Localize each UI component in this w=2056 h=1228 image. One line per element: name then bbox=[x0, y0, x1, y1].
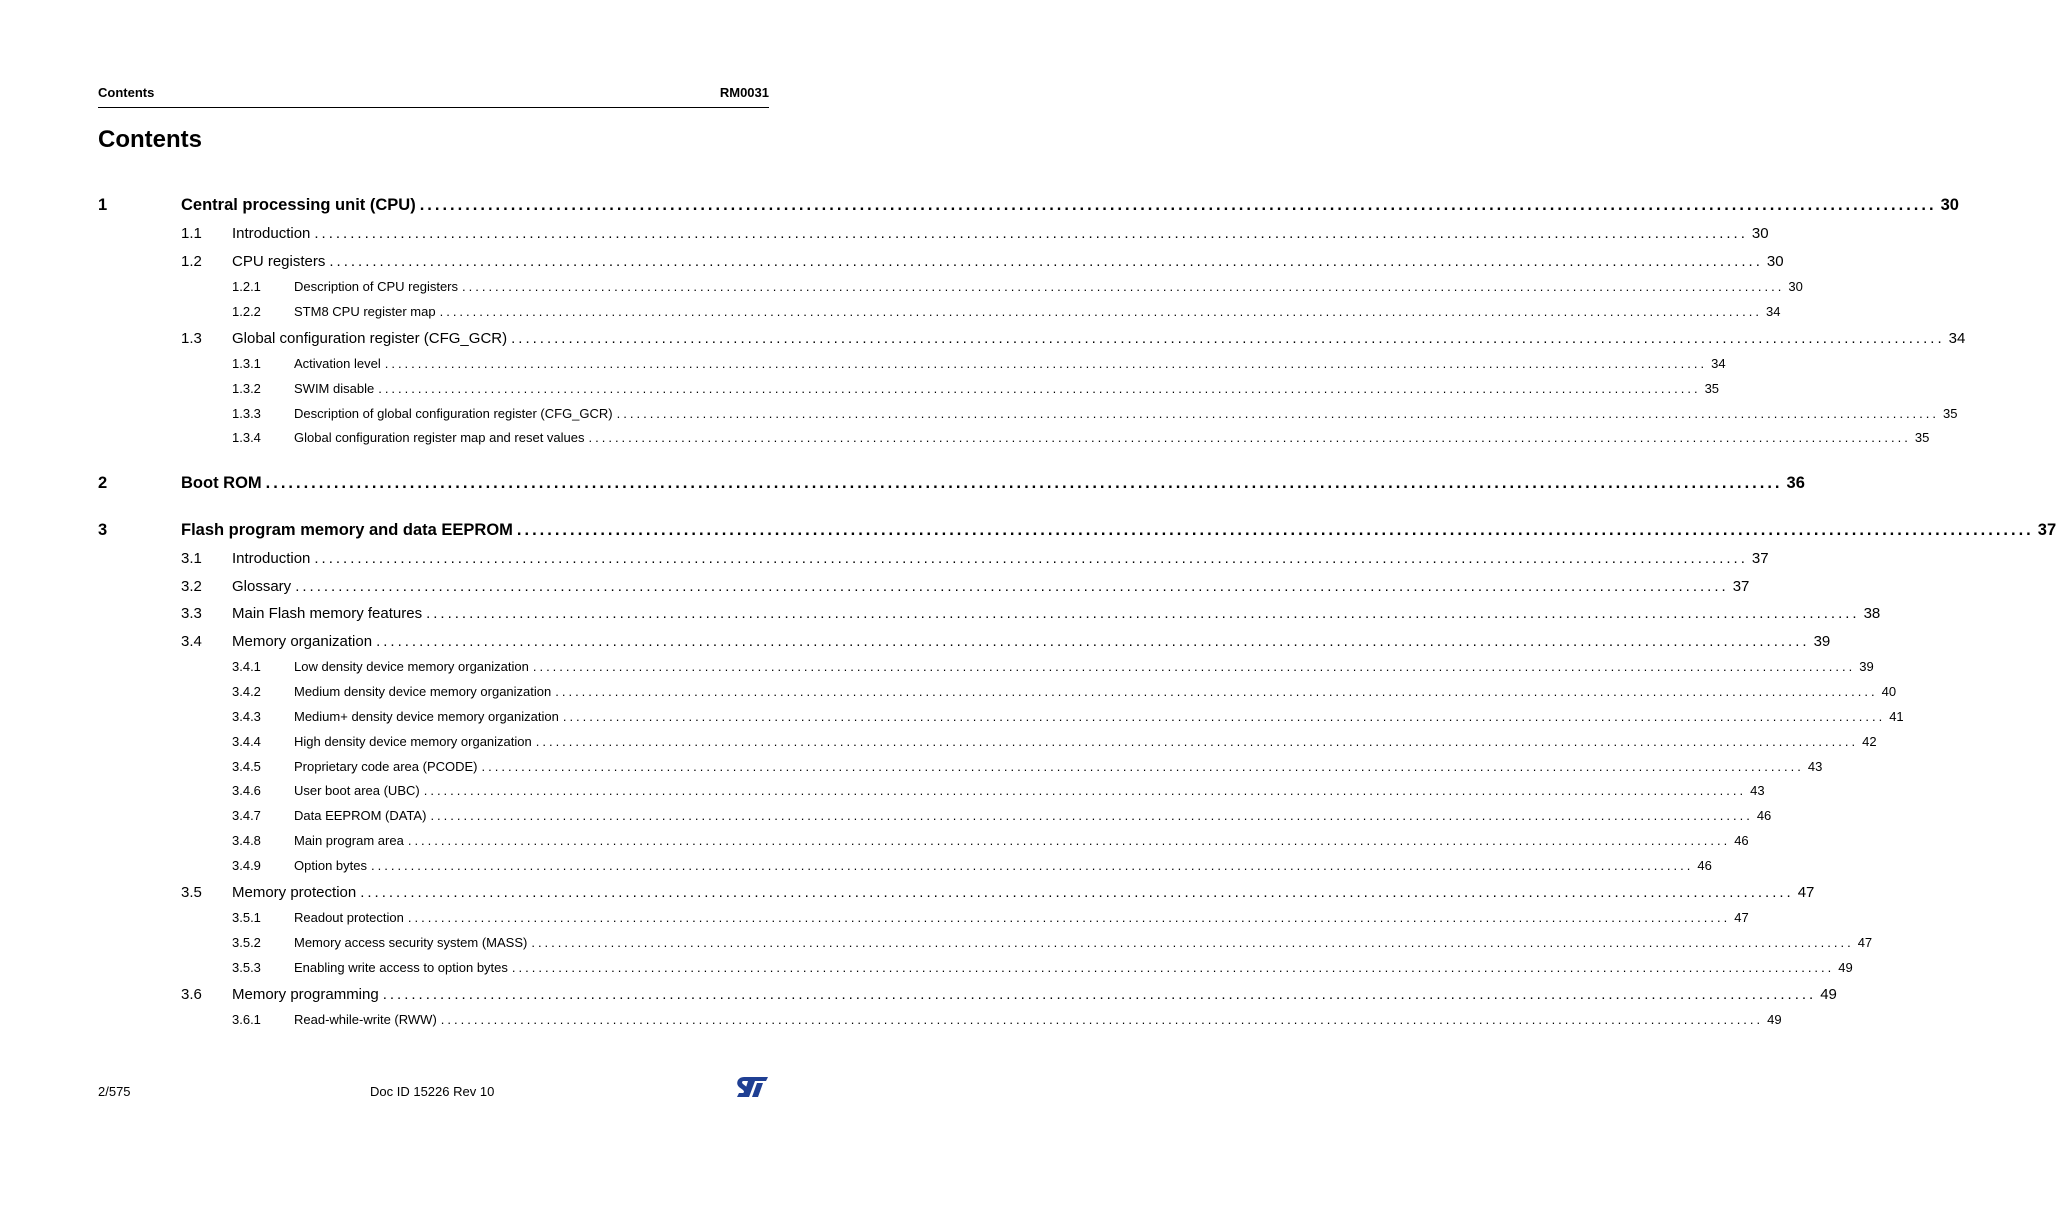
toc-leader-dots: ........................................................................................................................................................................................................ bbox=[562, 709, 1886, 724]
toc-leader-dots: ........................................................................................................................................................................................................ bbox=[532, 659, 1856, 674]
running-header-doc-id: RM0031 bbox=[719, 85, 769, 100]
toc-entry-page: 34 bbox=[1765, 304, 1781, 319]
toc-entry-page: 47 bbox=[1797, 884, 1815, 901]
toc-leader-dots: ........................................................................................................................................................................................................ bbox=[407, 833, 1731, 848]
toc-entry-page: 46 bbox=[1697, 858, 1712, 873]
toc-entry-level-3[interactable] bbox=[98, 659, 1874, 679]
toc-entry-title: Data EEPROM (DATA) bbox=[294, 808, 427, 823]
toc-leader-dots: ........................................................................................................................................................................................................ bbox=[439, 304, 1762, 319]
toc-leader-dots: ........................................................................................................................................................................................................ bbox=[329, 253, 1763, 270]
toc-entry-title: Proprietary code area (PCODE) bbox=[294, 759, 478, 774]
toc-entry-page: 30 bbox=[1788, 279, 1803, 294]
toc-entry-level-3[interactable] bbox=[98, 783, 1765, 803]
toc-entry-level-2[interactable] bbox=[98, 884, 1815, 904]
toc-entry-page: 43 bbox=[1750, 783, 1765, 798]
toc-entry-level-1[interactable] bbox=[98, 196, 1959, 216]
toc-entry-level-3[interactable] bbox=[98, 430, 1930, 450]
toc-entry-title: Central processing unit (CPU) bbox=[181, 196, 416, 214]
toc-entry-level-3[interactable] bbox=[98, 734, 1877, 754]
toc-entry-title: User boot area (UBC) bbox=[294, 783, 420, 798]
toc-leader-dots: ........................................................................................................................................................................................................ bbox=[616, 406, 1940, 421]
toc-entry-level-2[interactable] bbox=[98, 986, 1837, 1006]
toc-entry-level-3[interactable] bbox=[98, 833, 1749, 853]
toc-leader-dots: ........................................................................................................................................................................................................ bbox=[535, 734, 1859, 749]
toc-entry-number: 3.4.8 bbox=[232, 833, 261, 848]
toc-entry-title: Enabling write access to option bytes bbox=[294, 960, 508, 975]
toc-leader-dots: ........................................................................................................................................................................................................ bbox=[430, 808, 1753, 823]
toc-entry-page: 43 bbox=[1807, 759, 1823, 774]
toc-entry-title: Memory access security system (MASS) bbox=[294, 935, 528, 950]
toc-entry-number: 1.3 bbox=[181, 330, 202, 347]
toc-leader-dots: ........................................................................................................................................................................................................ bbox=[531, 935, 1854, 950]
toc-leader-dots: ........................................................................................................................................................................................................ bbox=[376, 633, 1810, 650]
toc-entry-number: 3.4 bbox=[181, 633, 202, 650]
toc-entry-title: Global configuration register map and reset values bbox=[294, 430, 585, 445]
toc-entry-number: 1 bbox=[98, 196, 108, 214]
toc-entry-title: Global configuration register (CFG_GCR) bbox=[232, 330, 508, 347]
toc-entry-number: 3.5 bbox=[181, 884, 202, 901]
toc-entry-number: 3.4.2 bbox=[232, 684, 261, 699]
toc-entry-page: 34 bbox=[1711, 356, 1726, 371]
toc-entry-page: 39 bbox=[1859, 659, 1874, 674]
toc-entry-number: 3.4.5 bbox=[232, 759, 261, 774]
toc-leader-dots: ........................................................................................................................................................................................................ bbox=[384, 356, 1708, 371]
toc-entry-title: Main program area bbox=[294, 833, 404, 848]
toc-entry-level-3[interactable] bbox=[98, 910, 1749, 930]
toc-entry-level-2[interactable] bbox=[98, 633, 1831, 653]
toc-leader-dots: ........................................................................................................................................................................................................ bbox=[511, 960, 1835, 975]
toc-entry-page: 34 bbox=[1948, 330, 1966, 347]
toc-entry-title: High density device memory organization bbox=[294, 734, 532, 749]
page-number: 2/575 bbox=[98, 1084, 131, 1099]
toc-entry-number: 3 bbox=[98, 521, 108, 539]
toc-entry-title: Memory protection bbox=[232, 884, 357, 901]
toc-entry-number: 3.5.3 bbox=[232, 960, 261, 975]
toc-entry-page: 30 bbox=[1940, 196, 1959, 214]
toc-leader-dots: ........................................................................................................................................................................................................ bbox=[378, 381, 1701, 396]
toc-entry-number: 3.4.1 bbox=[232, 659, 261, 674]
toc-entry-number: 2 bbox=[98, 474, 108, 492]
toc-leader-dots: ........................................................................................................................................................................................................ bbox=[516, 521, 2034, 539]
toc-leader-dots: ........................................................................................................................................................................................................ bbox=[419, 196, 1937, 214]
toc-entry-title: Description of CPU registers bbox=[294, 279, 458, 294]
toc-entry-number: 3.5.1 bbox=[232, 910, 261, 925]
toc-entry-page: 37 bbox=[2037, 521, 2056, 539]
toc-leader-dots: ........................................................................................................................................................................................................ bbox=[314, 550, 1748, 567]
toc-entry-page: 38 bbox=[1863, 605, 1881, 622]
toc-entry-page: 49 bbox=[1767, 1012, 1782, 1027]
toc-entry-title: Flash program memory and data EEPROM bbox=[181, 521, 513, 539]
toc-entry-number: 3.4.6 bbox=[232, 783, 261, 798]
toc-entry-number: 3.4.9 bbox=[232, 858, 261, 873]
toc-entry-page: 30 bbox=[1766, 253, 1784, 270]
toc-entry-level-1[interactable] bbox=[98, 521, 2056, 541]
toc-leader-dots: ........................................................................................................................................................................................................ bbox=[295, 578, 1729, 595]
toc-entry-number: 3.5.2 bbox=[232, 935, 261, 950]
toc-entry-level-2[interactable] bbox=[98, 550, 1769, 570]
toc-entry-title: Boot ROM bbox=[181, 474, 262, 492]
toc-entry-number: 1.1 bbox=[181, 225, 202, 242]
toc-entry-title: Glossary bbox=[232, 578, 292, 595]
toc-entry-number: 3.4.3 bbox=[232, 709, 261, 724]
toc-entry-page: 47 bbox=[1857, 935, 1873, 950]
toc-entry-level-3[interactable] bbox=[98, 279, 1803, 299]
toc-entry-level-3[interactable] bbox=[98, 356, 1726, 376]
toc-entry-page: 47 bbox=[1734, 910, 1749, 925]
toc-entry-page: 35 bbox=[1704, 381, 1720, 396]
toc-entry-title: Introduction bbox=[232, 550, 311, 567]
toc-entry-number: 1.3.4 bbox=[232, 430, 261, 445]
header-rule bbox=[98, 107, 769, 108]
toc-entry-title: Memory organization bbox=[232, 633, 373, 650]
toc-leader-dots: ........................................................................................................................................................................................................ bbox=[426, 605, 1860, 622]
st-logo-icon bbox=[735, 1076, 769, 1098]
toc-leader-dots: ........................................................................................................................................................................................................ bbox=[371, 858, 1694, 873]
toc-entry-title: Memory programming bbox=[232, 986, 379, 1003]
toc-entry-title: SWIM disable bbox=[294, 381, 375, 396]
toc-entry-page: 35 bbox=[1914, 430, 1930, 445]
toc-entry-title: Low density device memory organization bbox=[294, 659, 529, 674]
toc-entry-number: 1.2 bbox=[181, 253, 202, 270]
toc-entry-number: 1.3.2 bbox=[232, 381, 261, 396]
toc-entry-level-1[interactable] bbox=[98, 474, 1805, 494]
toc-entry-level-2[interactable] bbox=[98, 330, 1966, 350]
toc-entry-number: 3.4.7 bbox=[232, 808, 261, 823]
toc-entry-page: 35 bbox=[1943, 406, 1958, 421]
toc-entry-level-3[interactable] bbox=[98, 759, 1823, 779]
toc-leader-dots: ........................................................................................................................................................................................................ bbox=[314, 225, 1748, 242]
toc-entry-number: 1.3.1 bbox=[232, 356, 261, 371]
toc-entry-level-2[interactable] bbox=[98, 253, 1784, 273]
toc-entry-number: 1.2.1 bbox=[232, 279, 261, 294]
toc-entry-page: 46 bbox=[1734, 833, 1749, 848]
toc-entry-page: 37 bbox=[1732, 578, 1750, 595]
toc-leader-dots: ........................................................................................................................................................................................................ bbox=[265, 474, 1783, 492]
toc-entry-level-3[interactable] bbox=[98, 960, 1853, 980]
toc-entry-page: 41 bbox=[1889, 709, 1904, 724]
toc-entry-page: 37 bbox=[1751, 550, 1769, 567]
toc-entry-page: 49 bbox=[1820, 986, 1837, 1003]
toc-entry-number: 3.3 bbox=[181, 605, 202, 622]
toc-entry-number: 1.2.2 bbox=[232, 304, 261, 319]
toc-leader-dots: ........................................................................................................................................................................................................ bbox=[462, 279, 1785, 294]
toc-entry-title: Readout protection bbox=[294, 910, 404, 925]
toc-entry-page: 40 bbox=[1881, 684, 1897, 699]
toc-entry-title: Medium density device memory organization bbox=[294, 684, 552, 699]
page-title: Contents bbox=[98, 126, 202, 153]
toc-leader-dots: ........................................................................................................................................................................................................ bbox=[511, 330, 1945, 347]
toc-entry-level-3[interactable] bbox=[98, 684, 1897, 704]
toc-leader-dots: ........................................................................................................................................................................................................ bbox=[382, 986, 1817, 1003]
toc-entry-page: 49 bbox=[1838, 960, 1853, 975]
toc-leader-dots: ........................................................................................................................................................................................................ bbox=[423, 783, 1747, 798]
toc-entry-number: 3.6.1 bbox=[232, 1012, 261, 1027]
toc-entry-title: Introduction bbox=[232, 225, 311, 242]
toc-leader-dots: ........................................................................................................................................................................................................ bbox=[555, 684, 1878, 699]
toc-entry-level-3[interactable] bbox=[98, 858, 1712, 878]
toc-entry-number: 3.1 bbox=[181, 550, 202, 567]
toc-entry-title: Read-while-write (RWW) bbox=[294, 1012, 437, 1027]
toc-leader-dots: ........................................................................................................................................................................................................ bbox=[481, 759, 1804, 774]
toc-entry-title: Activation level bbox=[294, 356, 381, 371]
toc-entry-number: 1.3.3 bbox=[232, 406, 261, 421]
toc-entry-title: Medium+ density device memory organization bbox=[294, 709, 559, 724]
toc-entry-level-2[interactable] bbox=[98, 225, 1769, 245]
toc-entry-level-3[interactable] bbox=[98, 935, 1873, 955]
doc-revision: Doc ID 15226 Rev 10 bbox=[370, 1084, 495, 1099]
toc-entry-title: Main Flash memory features bbox=[232, 605, 423, 622]
toc-entry-level-2[interactable] bbox=[98, 605, 1881, 625]
toc-leader-dots: ........................................................................................................................................................................................................ bbox=[440, 1012, 1764, 1027]
toc-entry-level-3[interactable] bbox=[98, 709, 1904, 729]
toc-entry-level-3[interactable] bbox=[98, 1012, 1782, 1032]
toc-entry-page: 30 bbox=[1751, 225, 1769, 242]
toc-entry-title: CPU registers bbox=[232, 253, 326, 270]
toc-entry-level-2[interactable] bbox=[98, 578, 1750, 598]
toc-entry-title: Option bytes bbox=[294, 858, 367, 873]
toc-leader-dots: ........................................................................................................................................................................................................ bbox=[407, 910, 1731, 925]
toc-entry-level-3[interactable] bbox=[98, 808, 1772, 828]
toc-entry-page: 46 bbox=[1756, 808, 1772, 823]
toc-entry-level-3[interactable] bbox=[98, 381, 1720, 401]
toc-entry-page: 42 bbox=[1862, 734, 1877, 749]
toc-entry-level-3[interactable] bbox=[98, 406, 1958, 426]
toc-leader-dots: ........................................................................................................................................................................................................ bbox=[588, 430, 1911, 445]
toc-leader-dots: ........................................................................................................................................................................................................ bbox=[360, 884, 1794, 901]
toc-entry-title: STM8 CPU register map bbox=[294, 304, 436, 319]
toc-entry-level-3[interactable] bbox=[98, 304, 1781, 324]
toc-entry-page: 39 bbox=[1813, 633, 1831, 650]
toc-entry-number: 3.4.4 bbox=[232, 734, 261, 749]
toc-entry-number: 3.6 bbox=[181, 986, 202, 1003]
toc-entry-title: Description of global configuration register (CFG_GCR) bbox=[294, 406, 613, 421]
toc-entry-page: 36 bbox=[1786, 474, 1805, 492]
toc-entry-number: 3.2 bbox=[181, 578, 202, 595]
running-header-section: Contents bbox=[98, 85, 155, 100]
